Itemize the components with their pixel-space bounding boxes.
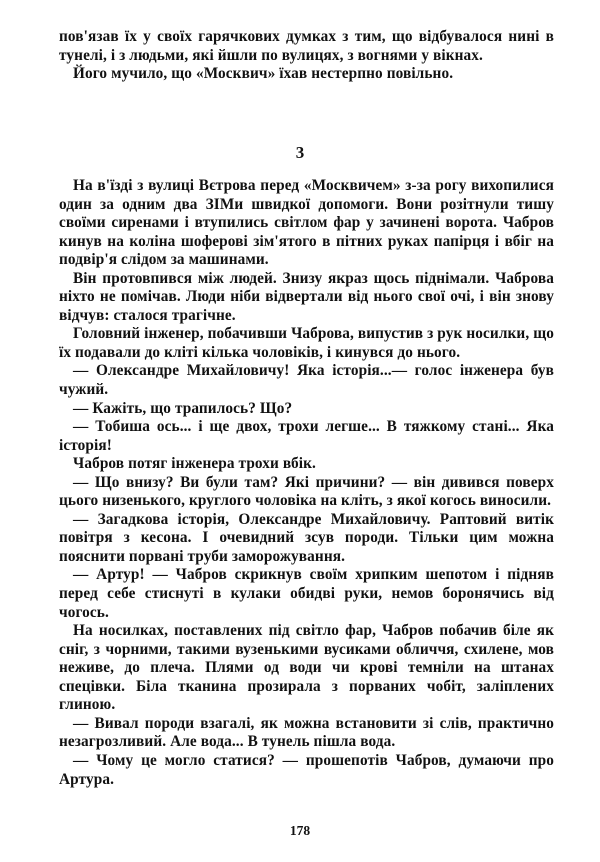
paragraph: — Кажіть, що трапилось? Що? [73,399,293,417]
paragraph: Головний інженер, побачивши Чаброва, випустив з рук носилки, що їх подавали до кліті кілька чоловіків, і кинувся до нього. [59,325,554,361]
paragraph: Його мучило, що «Москвич» їхав нестерпно повільно. [73,65,454,83]
paragraph: Чабров потяг інженера трохи вбік. [73,455,316,473]
paragraph: — Загадкова історія, Олександре Михайловичу. Раптовий витік повітря з кесона. І очевидний зсув породи. Тільки цим можна пояснити порвані труби заморожування. [59,510,554,565]
paragraph: На в'їзді з вулиці Вєтрова перед «Москвичем» з-за рогу вихопилися один за одним два ЗІМи швидкої допомоги. Вони розітнули тишу своїми сиренами і втупились світлом фар у зачинені ворота. Чабров кинув на коліна шоферові зім'ятого в пітних руках папірця і вбіг на подвір'я слідом за машинами. [59,177,554,269]
paragraph: — Олександре Михайловичу! Яка історія...— голос інженера був чужий. [59,362,554,399]
paragraph: На носилках, поставлених під світло фар, Чабров побачив біле як сніг, з чорними, такими вузенькими вусиками обличчя, схилене, мов неживе, до плеча. Плями од води чи крові темніли на штанах спецівки. Біла тканина прозирала з порваних чобіт, заліплених глиною. [59,622,554,714]
paragraph: — Що внизу? Ви були там? Які причини? — він дивився поверх цього низенького, круглого чоловіка на кліть, з якої когось виносили. [59,473,554,510]
top-text-block [59,28,554,84]
main-text-block [59,177,554,789]
paragraph: пов'язав їх у своїх гарячкових думках з тим, що відбувалося нині в тунелі, і з людьми, які йшли по вулицях, з вогнями у вікнах. [59,28,554,64]
page-number: 178 [289,823,311,838]
paragraph: — Артур! — Чабров скрикнув своїм хрипким шепотом і підняв перед себе стиснуті в кулаки обидві руки, немов боронячись від чогось. [59,566,554,621]
chapter-number: 3 [295,143,305,162]
paragraph: — Тобиша ось... і ще двох, трохи легше... В тяжкому стані... Яка історія! [59,418,554,454]
paragraph: — Вивал породи взагалі, як можна встановити зі слів, практично незагрозливий. Але вода... В тунель пішла вода. [59,714,554,751]
paragraph: Він протовпився між людей. Знизу якраз щось піднімали. Чаброва ніхто не помічав. Люди ніби відвертали від нього свої очі, і він знову відчув: сталося трагічне. [59,269,554,324]
paragraph: — Чому це могло статися? — прошепотів Чабров, думаючи про Артура. [59,751,554,788]
